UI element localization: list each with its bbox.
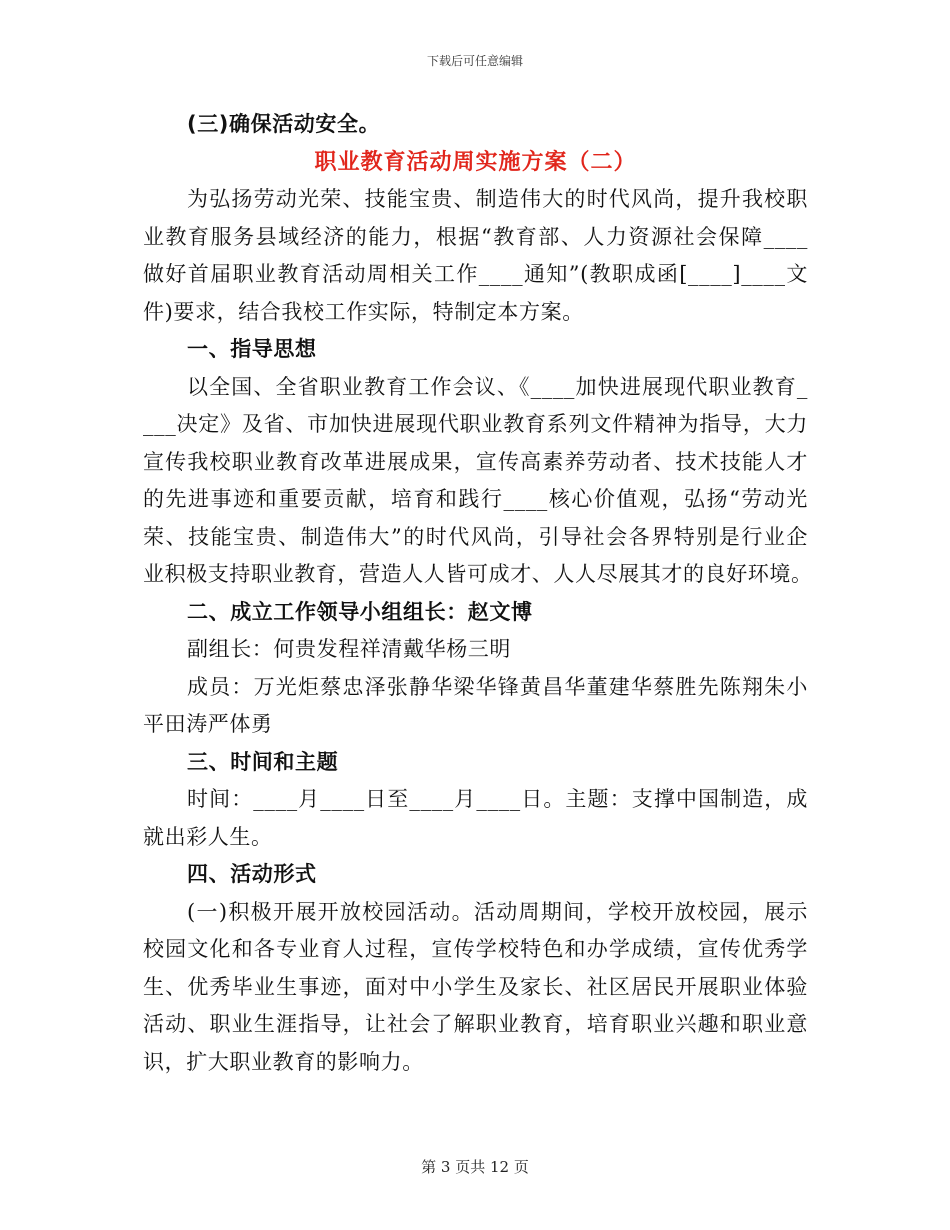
time-theme-paragraph bbox=[143, 781, 808, 856]
document-body bbox=[143, 106, 813, 1081]
text-line: 时间：____月____日至____月____日。主题：支撑中国制造，成 bbox=[187, 787, 808, 811]
text-line: 校园文化和各专业育人过程，宣传学校特色和办学成绩，宣传优秀学 bbox=[143, 937, 808, 961]
heading-time-theme: 三、时间和主题 bbox=[187, 749, 339, 774]
page-header: 下载后可任意编辑 bbox=[426, 54, 523, 68]
text-line: 识，扩大职业教育的影响力。 bbox=[143, 1049, 424, 1074]
text-line: 就出彩人生。 bbox=[143, 824, 273, 849]
vice-leader-line: 副组长：何贵发程祥清戴华杨三明 bbox=[187, 637, 511, 661]
text-line: 为弘扬劳动光荣、技能宝贵、制造伟大的时代风尚，提升我校职 bbox=[187, 187, 808, 211]
text-line: 业教育服务县域经济的能力，根据“教育部、人力资源社会保障____ bbox=[143, 224, 808, 249]
intro-paragraph bbox=[143, 181, 808, 331]
heading-activity-forms: 四、活动形式 bbox=[187, 862, 317, 886]
members-paragraph bbox=[143, 669, 808, 744]
text-line: 件)要求，结合我校工作实际，特制定本方案。 bbox=[143, 299, 584, 324]
document-title: 职业教育活动周实施方案（二） bbox=[314, 149, 637, 175]
text-line: 业积极支持职业教育，营造人人皆可成才、人人尽展其才的良好环境。 bbox=[143, 562, 813, 586]
text-line: 活动、职业生涯指导，让社会了解职业教育，培育职业兴趣和职业意 bbox=[143, 1012, 808, 1036]
text-line: 平田涛严体勇 bbox=[143, 712, 273, 736]
text-line: (一)积极开展开放校园活动。活动周期间，学校开放校园，展示 bbox=[187, 899, 808, 924]
section-item-3: (三)确保活动安全。 bbox=[187, 112, 381, 136]
text-line: 的先进事迹和重要贡献，培育和践行____核心价值观，弘扬“劳动光 bbox=[143, 487, 808, 511]
text-line: 做好首届职业教育活动周相关工作____通知”(教职成函[____]____文 bbox=[143, 262, 808, 286]
guiding-ideology-paragraph bbox=[143, 369, 813, 594]
text-line: 生、优秀毕业生事迹，面对中小学生及家长、社区居民开展职业体验 bbox=[143, 974, 808, 999]
page-footer: 第 3 页共 12 页 bbox=[421, 1158, 529, 1176]
text-line: ___决定》及省、市加快进展现代职业教育系列文件精神为指导，大力 bbox=[143, 412, 808, 436]
text-line: 宣传我校职业教育改革进展成果，宣传高素养劳动者、技术技能人才 bbox=[143, 449, 808, 474]
text-line: 荣、技能宝贵、制造伟大”的时代风尚，引导社会各界特别是行业企 bbox=[143, 524, 808, 549]
activity-forms-paragraph bbox=[143, 894, 808, 1082]
heading-guiding-ideology: 一、指导思想 bbox=[187, 337, 317, 361]
text-line: 以全国、全省职业教育工作会议、《____加快进展现代职业教育_ bbox=[187, 374, 808, 399]
text-line: 成员：万光炬蔡忠泽张静华梁华锋黄昌华董建华蔡胜先陈翔朱小 bbox=[187, 674, 808, 699]
heading-leadership-group: 二、成立工作领导小组组长：赵文博 bbox=[187, 599, 533, 624]
